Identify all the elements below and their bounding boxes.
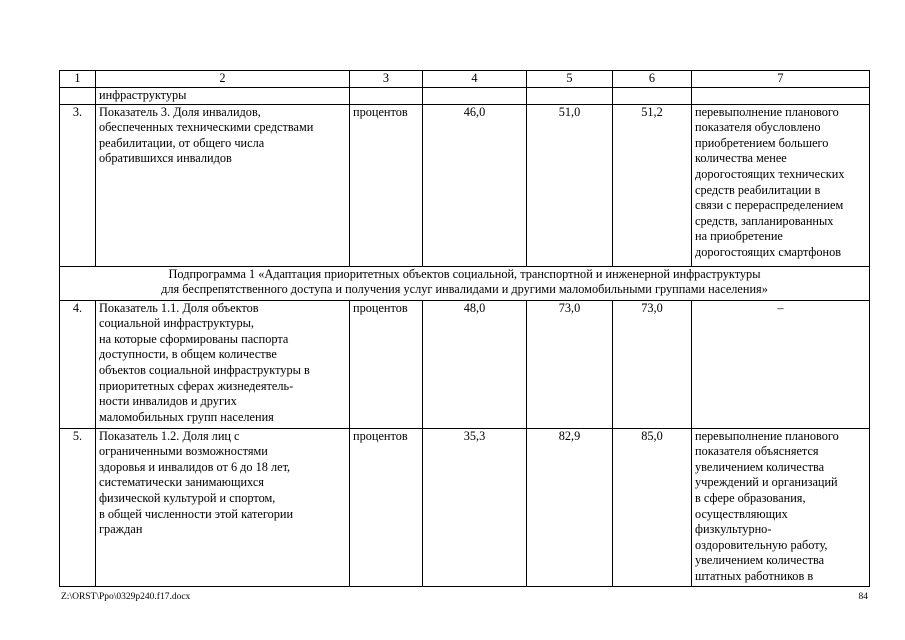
cell-note: перевыполнение планового показателя объясняется увеличением количества учреждений и организаций в сфере образования, осуществляющих физкультурно- оздоровительную работу, увеличением количества штатных работников в — [692, 428, 870, 586]
cell-num: 3. — [60, 104, 96, 266]
header-cell-7: 7 — [692, 71, 870, 88]
table-row-continuation — [60, 88, 870, 105]
header-cell-3: 3 — [350, 71, 423, 88]
cell-v4: 46,0 — [423, 104, 527, 266]
header-cell-5: 5 — [527, 71, 613, 88]
cell-unit: процентов — [350, 104, 423, 266]
cell-num: 4. — [60, 300, 96, 428]
cell-name: Показатель 1.2. Доля лиц с ограниченными возможностями здоровья и инвалидов от 6 до 18 лет, систематически занимающихся физической культурой и спортом, в общей численности этой категории граждан — [96, 428, 350, 586]
table-row — [60, 428, 870, 586]
cell-note: – — [692, 300, 870, 428]
cell-v5: 51,0 — [527, 104, 613, 266]
cell-v4: 48,0 — [423, 300, 527, 428]
cell-v4: 35,3 — [423, 428, 527, 586]
header-cell-4: 4 — [423, 71, 527, 88]
cell-v6: 85,0 — [613, 428, 692, 586]
header-row — [60, 71, 870, 88]
footer-file-path: Z:\ORST\Ppo\0329p240.f17.docx — [61, 592, 191, 602]
cell-name: Показатель 3. Доля инвалидов, обеспеченных техническими средствами реабилитации, от общего числа обратившихся инвалидов — [96, 104, 350, 266]
cell-name: инфраструктуры — [96, 88, 350, 105]
cell-v4 — [423, 88, 527, 105]
subprogram-title: Подпрограмма 1 «Адаптация приоритетных объектов социальной, транспортной и инженерной инфраструктуры для беспрепятственного доступа и получения услуг инвалидами и другими маломобильными группами населения» — [60, 266, 870, 300]
cell-v6 — [613, 88, 692, 105]
subprogram-row — [60, 266, 870, 300]
cell-num: 5. — [60, 428, 96, 586]
table-row — [60, 300, 870, 428]
header-cell-1: 1 — [60, 71, 96, 88]
indicators-table — [59, 70, 870, 587]
cell-num — [60, 88, 96, 105]
cell-note: перевыполнение планового показателя обусловлено приобретением большего количества менее дорогостоящих технических средств реабилитации в связи с перераспределением средств, запланированных на приобретение дорогостоящих смартфонов — [692, 104, 870, 266]
cell-v5 — [527, 88, 613, 105]
footer-page-number: 84 — [858, 592, 868, 602]
cell-unit: процентов — [350, 300, 423, 428]
cell-unit — [350, 88, 423, 105]
cell-v5: 73,0 — [527, 300, 613, 428]
cell-name: Показатель 1.1. Доля объектов социальной инфраструктуры, на которые сформированы паспорта доступности, в общем количестве объектов социальной инфраструктуры в приоритетных сферах жизнедеятель- ности инвалидов и других маломобильных групп населения — [96, 300, 350, 428]
cell-v5: 82,9 — [527, 428, 613, 586]
header-cell-2: 2 — [96, 71, 350, 88]
cell-v6: 73,0 — [613, 300, 692, 428]
header-cell-6: 6 — [613, 71, 692, 88]
cell-unit: процентов — [350, 428, 423, 586]
table-row — [60, 104, 870, 266]
cell-v6: 51,2 — [613, 104, 692, 266]
cell-note — [692, 88, 870, 105]
